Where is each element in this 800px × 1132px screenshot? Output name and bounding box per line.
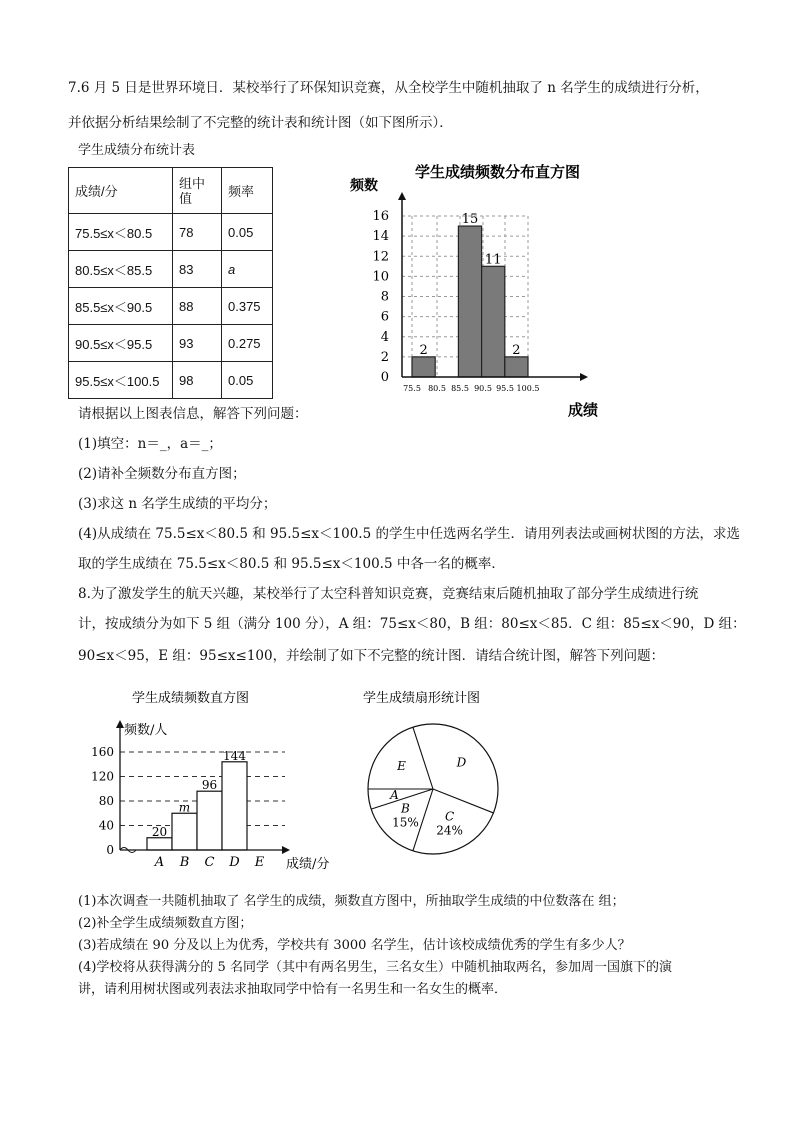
- q7-prompt: 请根据以上图表信息，解答下列问题：: [78, 406, 308, 422]
- table-cell: 90.5≤x＜95.5: [69, 325, 173, 362]
- y-tick-label: 2: [380, 349, 389, 365]
- y-tick-label: 80: [98, 794, 114, 808]
- q7-line2: 并依据分析结果绘制了不完整的统计表和统计图（如下图所示）．: [68, 115, 453, 131]
- x-tick-label: 80.5: [428, 384, 446, 393]
- y-axis-arrow: [116, 720, 124, 728]
- pie-slice-percent: 24%: [436, 823, 463, 838]
- y-tick-label: 120: [91, 769, 114, 784]
- y-tick-label: 160: [91, 745, 114, 759]
- y-tick-label: 0: [106, 843, 114, 857]
- histogram-bar: [458, 226, 481, 377]
- y-axis-arrow: [398, 192, 406, 200]
- histogram-bar: [412, 357, 435, 377]
- table-cell: 93: [173, 325, 222, 362]
- table-row: [69, 325, 273, 362]
- table-cell: 98: [173, 362, 222, 399]
- pie-slice-label: B: [401, 801, 410, 816]
- x-tick-label: 85.5: [451, 384, 469, 393]
- table-cell: 0.275: [222, 325, 273, 362]
- q8-sub1: (1)本次调查一共随机抽取了 名学生的成绩，频数直方图中，所抽取学生成绩的中位数落在 组；: [78, 894, 625, 909]
- pie-slice-label: D: [456, 755, 467, 770]
- y-tick-label: 0: [380, 370, 389, 385]
- x-axis-label: 成绩/分: [286, 857, 330, 872]
- table-row: [69, 251, 273, 288]
- table-cell: a: [222, 251, 273, 288]
- table-header-cell: 成绩/分: [69, 168, 173, 214]
- q8-line1: 8.为了激发学生的航天兴趣，某校举行了太空科普知识竞赛，竞赛结束后随机抽取了部分学生成绩进行统: [78, 586, 699, 602]
- q7-sub4-line2: 取的学生成绩在 75.5≤x＜80.5 和 95.5≤x＜100.5 中各一名的概率．: [78, 556, 505, 572]
- histogram-bar: [147, 838, 172, 850]
- histogram-bar: [197, 791, 222, 850]
- table-cell: 0.05: [222, 362, 273, 399]
- x-tick-label: C: [204, 855, 215, 870]
- chart-title: 学生成绩频数分布直方图: [415, 163, 581, 181]
- q8-sub2: (2)补全学生成绩频数直方图；: [78, 916, 253, 931]
- score-distribution-table: [68, 167, 273, 399]
- chart-title: 学生成绩频数直方图: [132, 691, 250, 706]
- histogram-bar: [482, 266, 505, 377]
- table-row: [69, 288, 273, 325]
- y-tick-label: 40: [98, 818, 114, 833]
- table-cell: 83: [173, 251, 222, 288]
- x-tick-label: 75.5: [403, 384, 421, 393]
- x-tick-label: A: [154, 855, 165, 870]
- q8-line3: 90≤x＜95，E 组：95≤x≤100，并绘制了如下不完整的统计图．请结合统计图，解答下列问题：: [78, 648, 665, 664]
- bar-label: 15: [461, 212, 479, 228]
- x-axis-arrow: [580, 373, 588, 381]
- y-tick-label: 4: [380, 329, 389, 345]
- pie-slice-label: E: [397, 759, 406, 774]
- table-title: 学生成绩分布统计表: [78, 143, 196, 158]
- table-cell: 0.05: [222, 214, 273, 251]
- bar-label: 144: [223, 748, 246, 763]
- bar-label: 2: [512, 342, 521, 358]
- histogram-bar: [222, 762, 247, 850]
- x-tick-label: 100.5: [516, 384, 540, 393]
- x-axis-label: 成绩: [568, 401, 599, 419]
- x-axis-arrow: [282, 846, 290, 854]
- q8-sub4-line1: (4)学校将从获得满分的 5 名同学（其中有两名男生，三名女生）中随机抽取两名，参加周一国旗下的演: [78, 960, 672, 975]
- y-axis-label: 频数/人: [124, 723, 168, 738]
- y-tick-label: 16: [372, 209, 389, 224]
- q7-sub4-line1: (4)从成绩在 75.5≤x＜80.5 和 95.5≤x＜100.5 的学生中任选两名学生．请用列表法或画树状图的方法，求选: [78, 526, 740, 542]
- x-tick-label: D: [229, 855, 240, 870]
- table-cell: 78: [173, 214, 222, 251]
- table-cell: 95.5≤x＜100.5: [69, 362, 173, 399]
- y-axis-label: 频数: [350, 178, 378, 194]
- table-cell: 80.5≤x＜85.5: [69, 251, 173, 288]
- x-tick-label: 90.5: [474, 384, 492, 393]
- pie-slice-percent: 15%: [392, 815, 419, 830]
- bar-label: 20: [151, 824, 168, 839]
- y-tick-label: 8: [380, 289, 389, 305]
- pie-slice-label: C: [445, 809, 455, 824]
- q8-pie-chart: [355, 680, 525, 880]
- table-cell: 85.5≤x＜90.5: [69, 288, 173, 325]
- table-header-cell: 频率: [222, 168, 273, 214]
- pie-slice-label: A: [390, 788, 399, 803]
- y-tick-label: 6: [380, 309, 389, 325]
- q7-histogram: [330, 150, 620, 420]
- table-header-cell: 组中值: [173, 168, 222, 214]
- bar-label: 11: [484, 252, 502, 268]
- q8-sub4-line2: 讲，请利用树状图或列表法求抽取同学中恰有一名男生和一名女生的概率．: [78, 982, 508, 997]
- q8-sub3: (3)若成绩在 90 分及以上为优秀，学校共有 3000 名学生，估计该校成绩优秀的学生有多少人？: [78, 938, 631, 953]
- table-row: [69, 214, 273, 251]
- x-tick-label: B: [179, 855, 190, 870]
- y-tick-label: 10: [372, 269, 389, 285]
- q7-sub2: (2)请补全频数分布直方图；: [78, 466, 246, 482]
- table-cell: 0.375: [222, 288, 273, 325]
- chart-title: 学生成绩扇形统计图: [363, 691, 481, 706]
- q8-line2: 计，按成绩分为如下 5 组（满分 100 分），A 组：75≤x＜80，B 组：80≤x＜85．C 组：85≤x＜90，D 组：: [78, 616, 746, 632]
- q8-histogram: [90, 680, 370, 880]
- x-tick-label: E: [254, 855, 265, 870]
- q7-line1: 7.6 月 5 日是世界环境日．某校举行了环保知识竞赛，从全校学生中随机抽取了 n 名学生的成绩进行分析，: [68, 80, 709, 96]
- table-row: [69, 362, 273, 399]
- q7-sub1: (1)填空：n＝_，a＝_；: [78, 436, 222, 452]
- y-tick-label: 12: [372, 249, 389, 265]
- table-cell: 88: [173, 288, 222, 325]
- bar-label: 2: [419, 342, 428, 358]
- x-tick-label: 95.5: [496, 384, 514, 393]
- bar-label: m: [178, 800, 191, 815]
- table-cell: 75.5≤x＜80.5: [69, 214, 173, 251]
- histogram-bar: [505, 357, 528, 377]
- bar-label: 96: [201, 778, 218, 793]
- histogram-bar: [172, 813, 197, 850]
- q7-sub3: (3)求这 n 名学生成绩的平均分；: [78, 496, 277, 512]
- y-tick-label: 14: [372, 229, 389, 245]
